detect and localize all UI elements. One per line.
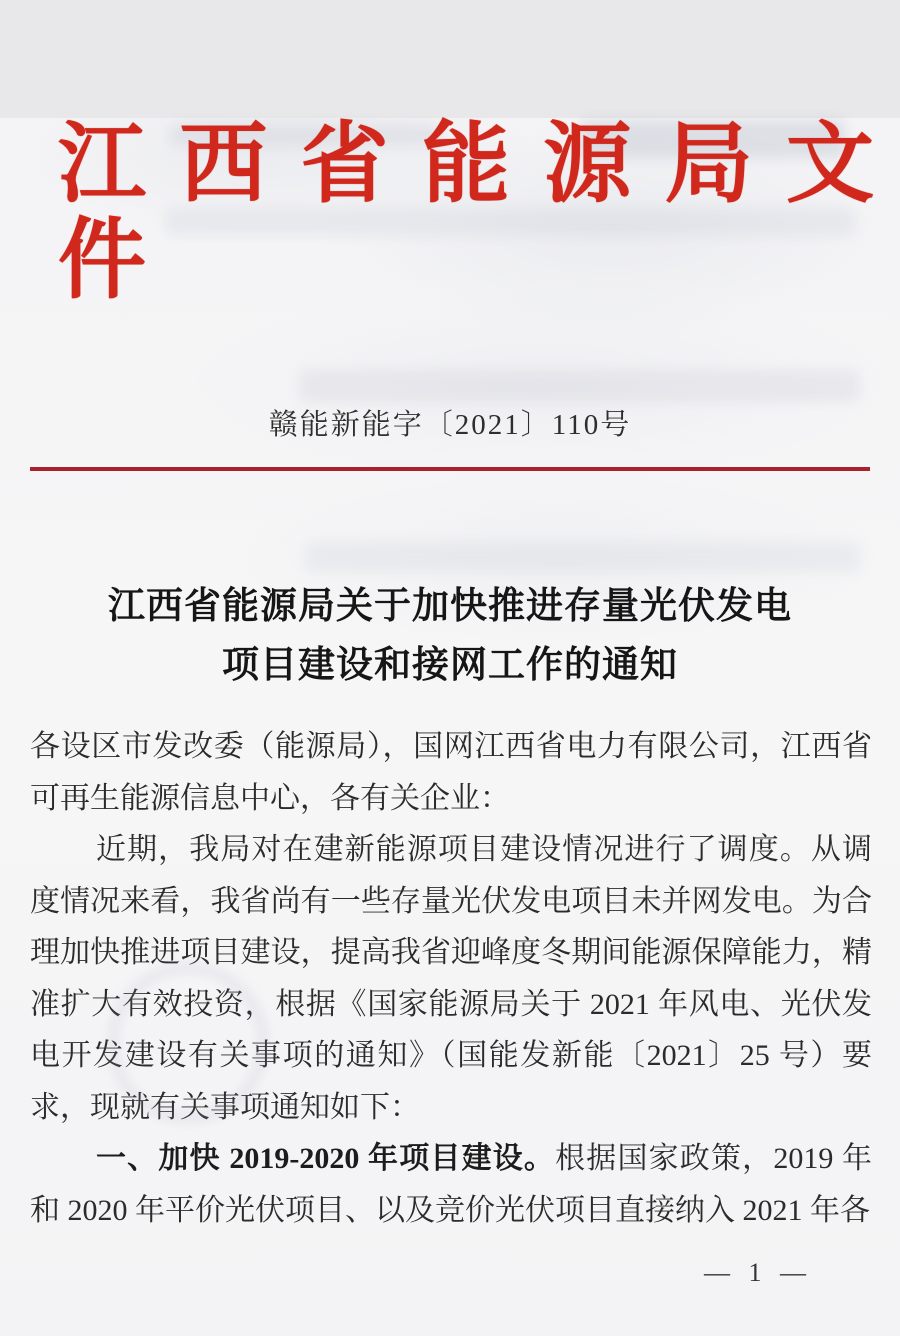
paragraph-text: 近期，我局对在建新能源项目建设情况进行了调度。从调度情况来看，我省尚有一些存量光伏发电项目未并网发电。为合理加快推进项目建设，提高我省迎峰度冬期间能源保障能力，精准扩大有效投资，根据《国家能源局关于 2021 年风电、光伏发电开发建设有关事项的通知》（国能发新能〔2021〕25 号）要求，现就有关事项通知如下： xyxy=(30,833,872,1124)
red-divider-rule xyxy=(30,467,870,471)
document-body xyxy=(30,721,872,1236)
paragraph-lead: 一、加快 2019-2020 年项目建设。 xyxy=(96,1142,556,1175)
document-title xyxy=(0,577,900,695)
recipients-line: 各设区市发改委（能源局），国网江西省电力有限公司，江西省可再生能源信息中心，各有关企业： xyxy=(30,730,872,815)
document-number: 赣能新能字〔2021〕110号 xyxy=(268,409,632,441)
agency-banner-title: 江 西 省 能 源 局 文 件 xyxy=(58,117,874,310)
scanned-document-page xyxy=(0,118,900,1336)
scan-artifact xyxy=(300,370,860,402)
scan-artifact xyxy=(305,542,860,572)
document-title-line1: 江西省能源局关于加快推进存量光伏发电 xyxy=(108,586,792,627)
paragraph-text: 根据国家政策，2019 年和 2020 年平价光伏项目、以及竞价光伏项目直接纳入 2021 年各 xyxy=(30,1142,872,1227)
body-paragraph xyxy=(30,824,872,1133)
document-title-line2: 项目建设和接网工作的通知 xyxy=(222,645,678,686)
page-number: — 1 — xyxy=(704,1258,812,1287)
body-paragraph xyxy=(30,1133,872,1236)
